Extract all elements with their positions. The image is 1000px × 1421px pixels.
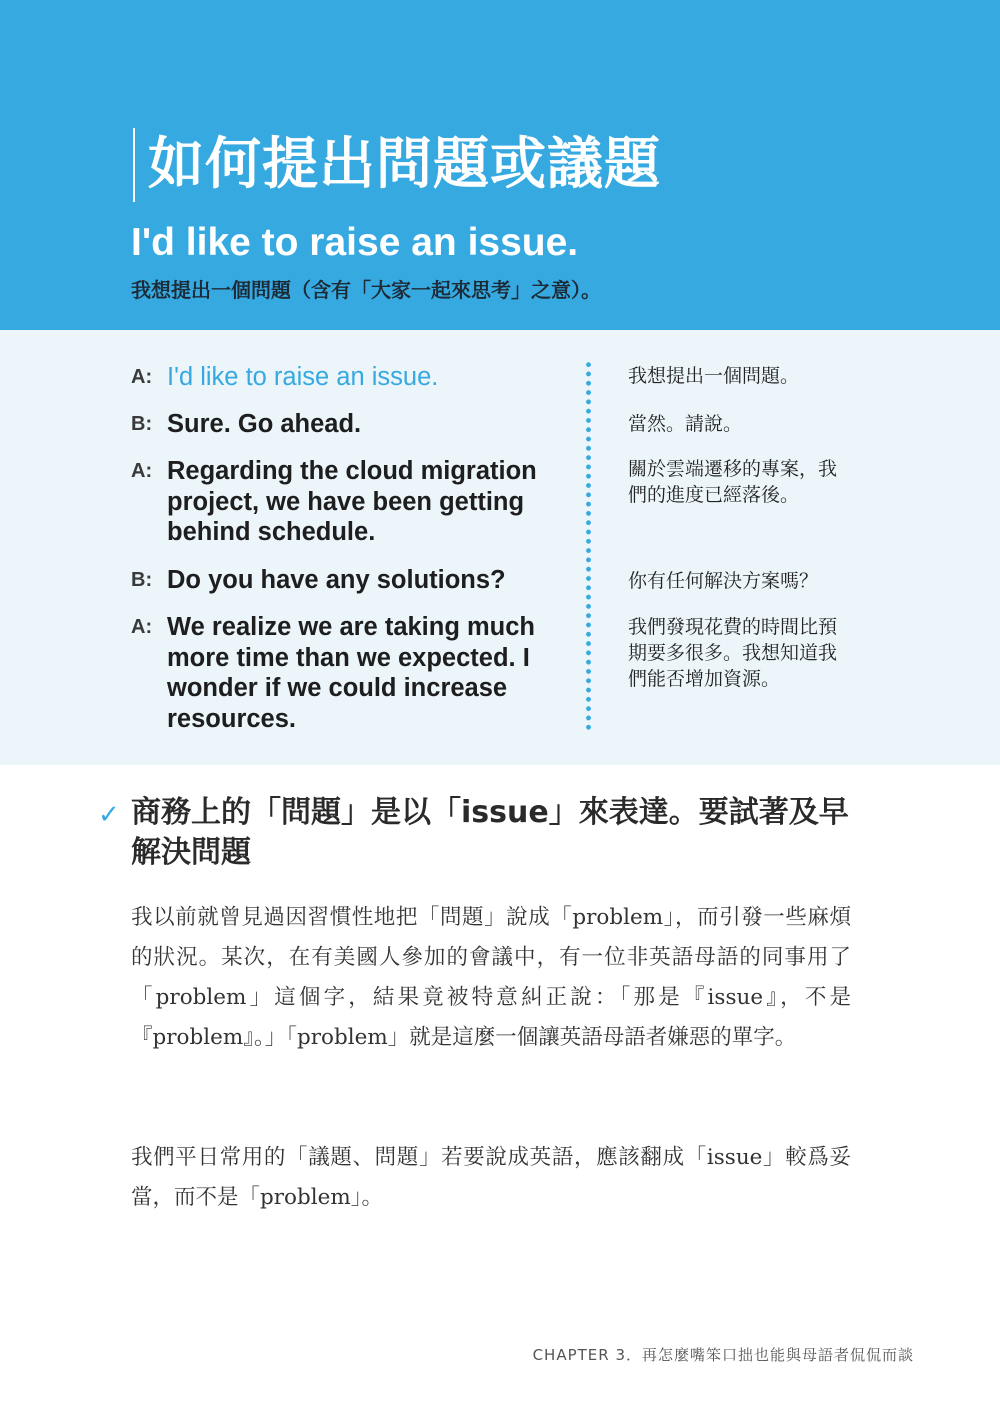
dialogue-chinese: 我想提出一個問題。 (628, 365, 800, 387)
body-paragraph: 我們平日常用的「議題、問題」若要說成英語，應該翻成「issue」較爲妥當，而不是「problem」。 (131, 1145, 851, 1210)
speaker-label: B: (131, 413, 153, 435)
title-divider (133, 128, 135, 202)
chapter-footer: CHAPTER 3．再怎麼嘴笨口拙也能與母語者侃侃而談 (532, 1346, 914, 1364)
header-banner (0, 0, 1000, 330)
speaker-label: B: (131, 569, 153, 591)
speaker-label: A: (131, 616, 153, 638)
dialogue-chinese: 我們發現花費的時間比預期要多很多。我想知道我們能否增加資源。 (628, 616, 838, 690)
key-phrase-translation: 我想提出一個問題（含有「大家一起來思考」之意）。 (131, 278, 601, 302)
dialogue-chinese: 你有任何解決方案嗎？ (628, 570, 819, 592)
dialogue-english: Do you have any solutions? (167, 566, 506, 594)
speaker-label: A: (131, 366, 153, 388)
page-title: 如何提出問題或議題 (148, 132, 661, 197)
body-paragraph: 我以前就曾見過因習慣性地把「問題」說成「problem」，而引發一些麻煩的狀況。某次，在有美國人參加的會議中，有一位非英語母語的同事用了「problem」這個字，結果竟被特意糾正說：「那是『issue』，不是『problem』。」「problem」就是這麼一個讓英語母語者嫌惡的單字。 (131, 905, 851, 1050)
key-phrase: I'd like to raise an issue. (131, 221, 579, 264)
dialogue-english: Sure. Go ahead. (167, 410, 362, 438)
dialogue-chinese: 關於雲端遷移的專案，我們的進度已經落後。 (628, 458, 838, 506)
dialogue-chinese: 當然。請說。 (628, 413, 743, 435)
check-icon: ✓ (98, 800, 120, 830)
dotted-divider (586, 360, 591, 732)
dialogue-english: We realize we are taking much more time than we expected. I wonder if we could increase resources. (167, 613, 536, 733)
speaker-label: A: (131, 460, 153, 482)
dialogue-english: Regarding the cloud migration project, we have been getting behind schedule. (167, 457, 537, 546)
dialogue-english: I'd like to raise an issue. (167, 363, 439, 391)
section-heading: 商務上的「問題」是以「issue」來表達。要試著及早解決問題 (131, 795, 849, 870)
